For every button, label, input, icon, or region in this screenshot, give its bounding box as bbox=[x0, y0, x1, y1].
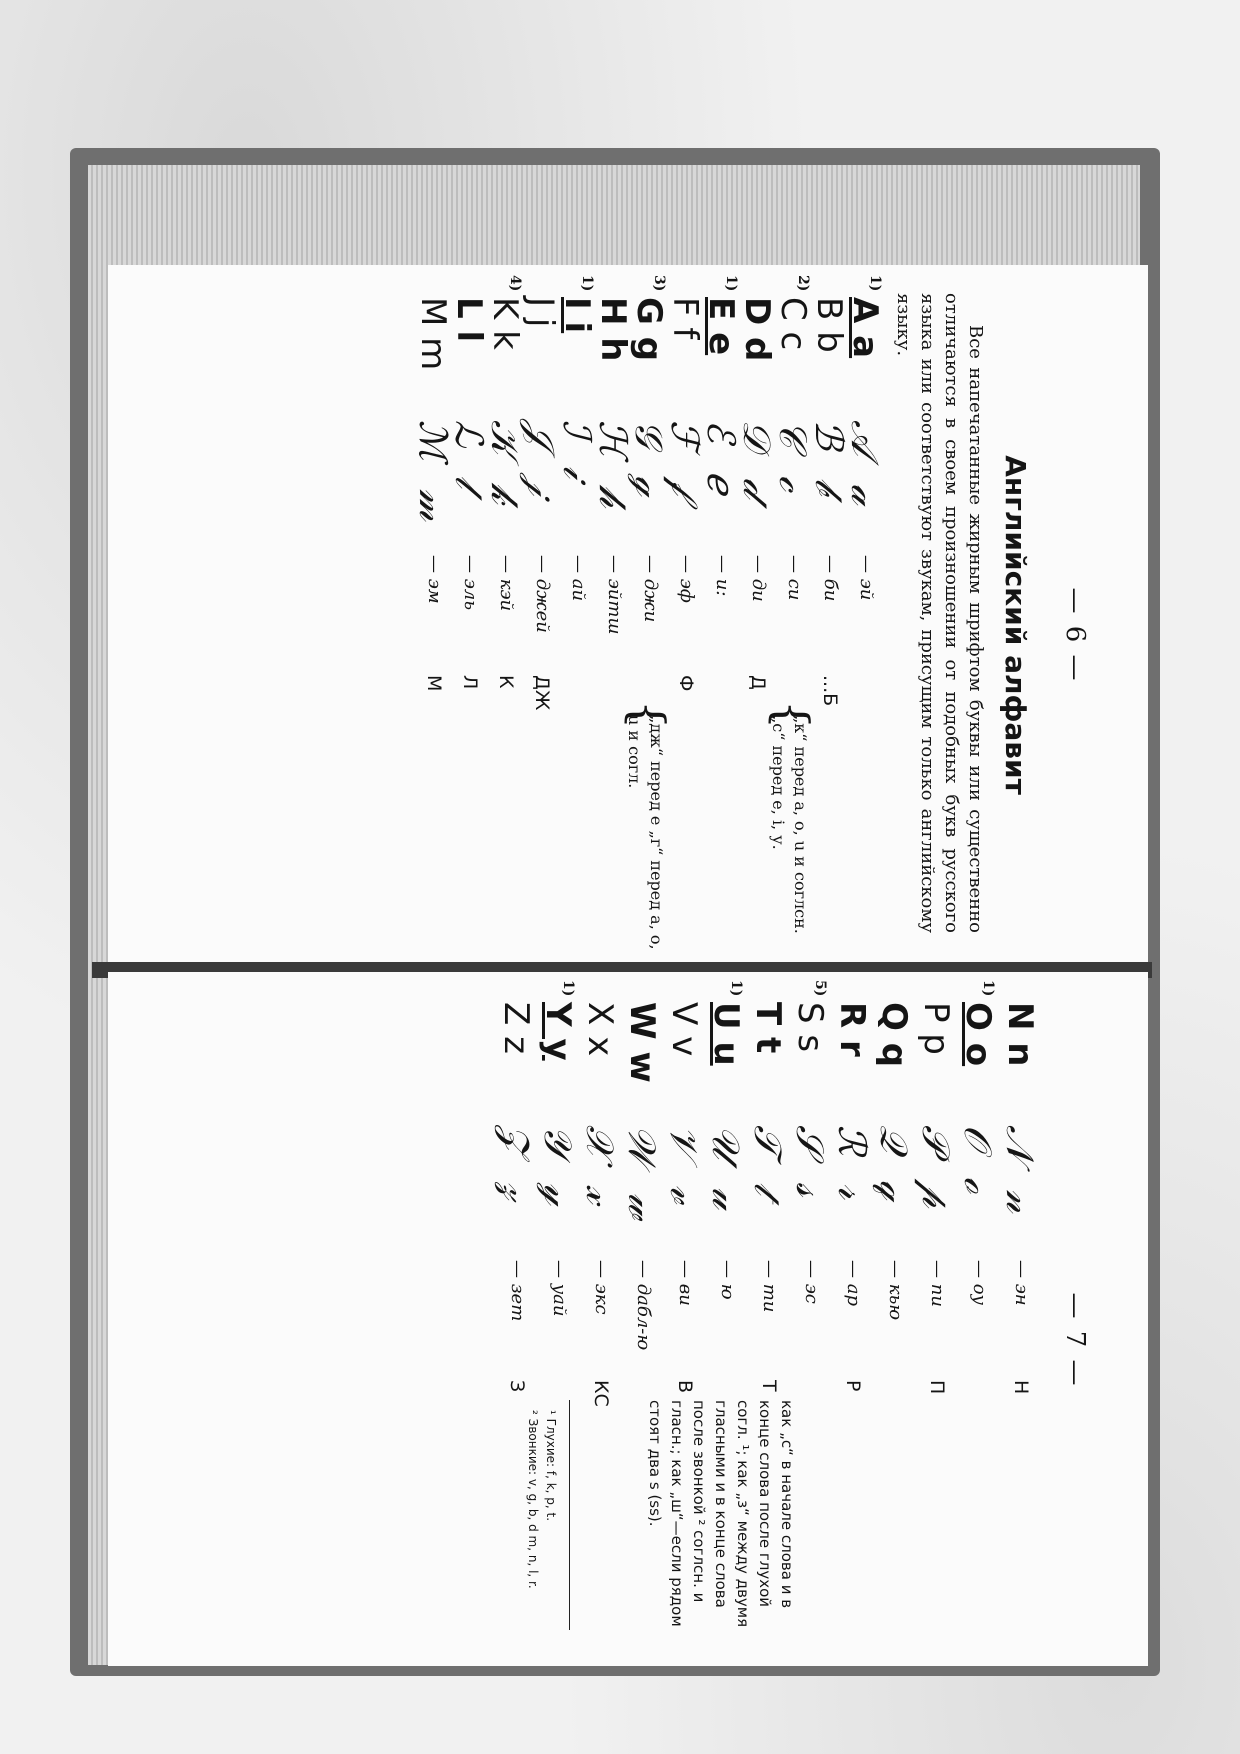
handwritten-letter: 𝒦 𝓀 bbox=[483, 420, 527, 512]
russian-equivalent: Д bbox=[747, 675, 769, 690]
handwritten-letter: 𝒯 𝓉 bbox=[746, 1125, 790, 1204]
handwritten-letter: 𝒵 𝓏 bbox=[494, 1125, 538, 1208]
printed-letter: J j bbox=[521, 297, 561, 328]
printed-letter: O o bbox=[958, 1002, 998, 1067]
pronunciation: — эль bbox=[460, 555, 481, 611]
printed-letter: Q q bbox=[874, 1002, 914, 1068]
letter-row bbox=[411, 275, 453, 955]
handwritten-letter: 𝒮 𝓈 bbox=[788, 1125, 832, 1205]
printed-letter: W w bbox=[622, 1002, 662, 1083]
intro-paragraph: Все напечатанные жирным шрифтом буквы или существенно отличаются в своем произношении от подобных букв русского языка или соответствуют звукам, присущим только английскому языку. bbox=[893, 293, 986, 933]
handwritten-letter: 𝒫 𝓅 bbox=[914, 1125, 958, 1216]
russian-equivalent: Т bbox=[758, 1380, 780, 1392]
letter-row bbox=[591, 275, 633, 955]
footnote-marker: 2) bbox=[795, 275, 811, 292]
pronunciation: — кэй bbox=[496, 555, 517, 612]
pronunciation: — и: bbox=[712, 555, 733, 597]
handwritten-letter: ℱ 𝒻 bbox=[663, 420, 707, 503]
handwritten-letter: 𝒢 ℊ bbox=[627, 420, 671, 504]
handwritten-letter: 𝒜 𝒶 bbox=[843, 420, 887, 513]
footnote-marker: 1) bbox=[980, 980, 996, 997]
printed-letter: P p bbox=[916, 1002, 956, 1055]
handwritten-letter: 𝒱 𝓋 bbox=[662, 1125, 706, 1212]
printed-letter: I i bbox=[557, 297, 597, 334]
handwritten-letter: ℬ 𝒷 bbox=[807, 420, 851, 503]
letter-row bbox=[807, 275, 849, 955]
pronunciation: — ю bbox=[717, 1260, 738, 1300]
footnote-2: ² Звонкие: v, g, b, d m, n, l, r. bbox=[526, 1410, 540, 1589]
pronunciation: — ай bbox=[568, 555, 589, 602]
pronunciation: — си bbox=[784, 555, 805, 601]
letter-row bbox=[663, 275, 705, 955]
handwritten-letter: 𝒬 𝓆 bbox=[872, 1125, 916, 1208]
letter-row bbox=[555, 275, 597, 955]
pronunciation: — эй bbox=[856, 555, 877, 601]
footnote-marker: 1) bbox=[728, 980, 744, 997]
russian-equivalent: КС bbox=[590, 1380, 612, 1407]
footnote-marker: 5) bbox=[812, 980, 828, 997]
russian-equivalent: Ф bbox=[675, 675, 697, 692]
brace: { bbox=[621, 700, 675, 730]
letter-row bbox=[765, 275, 819, 955]
pronunciation: — ар bbox=[843, 1260, 864, 1306]
letter-note: „дж“ перед е „г“ перед а, о, u и согл. bbox=[625, 715, 666, 950]
russian-equivalent: Л bbox=[459, 675, 481, 690]
letter-row bbox=[830, 980, 872, 1660]
letter-row bbox=[998, 980, 1040, 1660]
handwritten-letter: 𝒞 𝒸 bbox=[771, 420, 815, 500]
handwritten-letter: 𝒴 𝓎 bbox=[536, 1125, 580, 1213]
printed-letter: K k bbox=[485, 297, 525, 350]
handwritten-letter: ℐ 𝒾 bbox=[555, 420, 599, 487]
pronunciation: — ди bbox=[748, 555, 769, 602]
printed-letter: R r bbox=[832, 1002, 872, 1057]
russian-equivalent: К bbox=[495, 675, 517, 689]
russian-equivalent: ...Б bbox=[819, 675, 841, 707]
printed-letter: F f bbox=[665, 297, 705, 340]
printed-letter: X x bbox=[580, 1002, 620, 1057]
printed-letter: S s bbox=[790, 1002, 830, 1053]
printed-letter: C c bbox=[773, 297, 813, 351]
letter-row bbox=[578, 980, 620, 1660]
pronunciation: — джи bbox=[640, 555, 661, 623]
letter-row bbox=[914, 980, 956, 1660]
pronunciation: — зет bbox=[507, 1260, 528, 1322]
pronunciation: — джей bbox=[532, 555, 553, 633]
letter-note: „к“ перед а, о, u и соглсн. „с“ перед е, i, у. bbox=[769, 715, 810, 934]
pronunciation: — эф bbox=[676, 555, 697, 603]
brace: { bbox=[765, 700, 819, 730]
letter-row bbox=[483, 275, 525, 955]
russian-equivalent: М bbox=[423, 675, 445, 692]
footnote-marker: 1) bbox=[723, 275, 739, 292]
footnote-marker: 4) bbox=[507, 275, 523, 292]
pronunciation: — ти bbox=[759, 1260, 780, 1313]
handwritten-letter: 𝒲 𝓌 bbox=[620, 1125, 664, 1228]
russian-equivalent: Р bbox=[842, 1380, 864, 1392]
printed-letter: D d bbox=[737, 297, 777, 362]
printed-letter: M m bbox=[413, 297, 453, 371]
pronunciation: — кью bbox=[885, 1260, 906, 1321]
pronunciation: — уай bbox=[549, 1260, 570, 1317]
pronunciation: — ви bbox=[675, 1260, 696, 1306]
pronunciation: — эс bbox=[801, 1260, 822, 1304]
printed-letter: Z z bbox=[496, 1002, 536, 1054]
footnote-divider bbox=[569, 1400, 570, 1630]
handwritten-letter: 𝒟 𝒹 bbox=[735, 420, 779, 506]
s-pronunciation-note: как „с“ в начале слова и в конце слова после глухой согл. ¹; как „з“ между двумя гласными и в конце слова после звонкой ² соглсн. и гласн.; как „ш“—если рядом стоят два s (ss). bbox=[646, 1400, 796, 1628]
russian-equivalent: В bbox=[674, 1380, 696, 1394]
footnote-marker: 1) bbox=[579, 275, 595, 292]
letter-row bbox=[956, 980, 998, 1660]
russian-equivalent: З bbox=[506, 1380, 528, 1393]
footnotes bbox=[524, 1410, 560, 1640]
handwritten-letter: 𝒥 𝒿 bbox=[519, 420, 563, 504]
printed-letter: E e bbox=[701, 297, 741, 356]
printed-letter: A a bbox=[845, 297, 885, 359]
printed-letter: V v bbox=[664, 1002, 704, 1057]
russian-equivalent: П bbox=[926, 1380, 948, 1395]
letter-row bbox=[447, 275, 489, 955]
page-title: Английский алфавит bbox=[999, 455, 1032, 795]
handwritten-letter: 𝒪 ℴ bbox=[956, 1125, 1000, 1202]
pronunciation: — оу bbox=[969, 1260, 990, 1305]
footnote-marker: 1) bbox=[560, 980, 576, 997]
printed-letter: U u bbox=[706, 1002, 746, 1066]
printed-letter: G g bbox=[629, 297, 669, 362]
footnote-1: ¹ Глухие: f, k, p, t. bbox=[544, 1410, 558, 1522]
letter-row bbox=[735, 275, 777, 955]
printed-letter: T t bbox=[748, 1002, 788, 1054]
handwritten-letter: ℛ 𝓇 bbox=[830, 1125, 874, 1208]
letter-row bbox=[699, 275, 741, 955]
page-6 bbox=[90, 275, 1090, 955]
letter-row bbox=[872, 980, 914, 1660]
handwritten-letter: ℋ 𝒽 bbox=[591, 420, 635, 516]
handwritten-letter: 𝒩 𝓃 bbox=[998, 1125, 1042, 1221]
letter-row bbox=[519, 275, 561, 955]
handwritten-letter: ℒ 𝓁 bbox=[447, 420, 491, 497]
page-number: — 7 — bbox=[1060, 1292, 1090, 1388]
page-number: — 6 — bbox=[1060, 587, 1090, 683]
russian-equivalent: ДЖ bbox=[531, 675, 553, 711]
page-7 bbox=[90, 980, 1090, 1660]
footnote-marker: 3) bbox=[651, 275, 667, 292]
russian-equivalent: Н bbox=[1010, 1380, 1032, 1395]
handwritten-letter: 𝒳 𝓍 bbox=[578, 1125, 622, 1212]
printed-letter: H h bbox=[593, 297, 633, 362]
letter-row bbox=[843, 275, 885, 955]
pronunciation: — эйтш bbox=[604, 555, 625, 635]
footnote-marker: 1) bbox=[867, 275, 883, 292]
printed-letter: B b bbox=[809, 297, 849, 353]
handwritten-letter: ℰ ℯ bbox=[699, 420, 743, 502]
pronunciation: — эн bbox=[1011, 1260, 1032, 1306]
pronunciation: — би bbox=[820, 555, 841, 602]
printed-letter: L l bbox=[449, 297, 489, 343]
pronunciation: — экс bbox=[591, 1260, 612, 1315]
letter-row bbox=[621, 275, 675, 955]
printed-letter: N n bbox=[1000, 1002, 1040, 1067]
handwritten-letter: 𝒰 𝓊 bbox=[704, 1125, 748, 1217]
pronunciation: — пи bbox=[927, 1260, 948, 1307]
pronunciation: — дабл-ю bbox=[633, 1260, 654, 1351]
pronunciation: — эм bbox=[424, 555, 445, 604]
printed-letter: Y y bbox=[538, 1002, 578, 1061]
handwritten-letter: ℳ 𝓂 bbox=[411, 420, 455, 529]
